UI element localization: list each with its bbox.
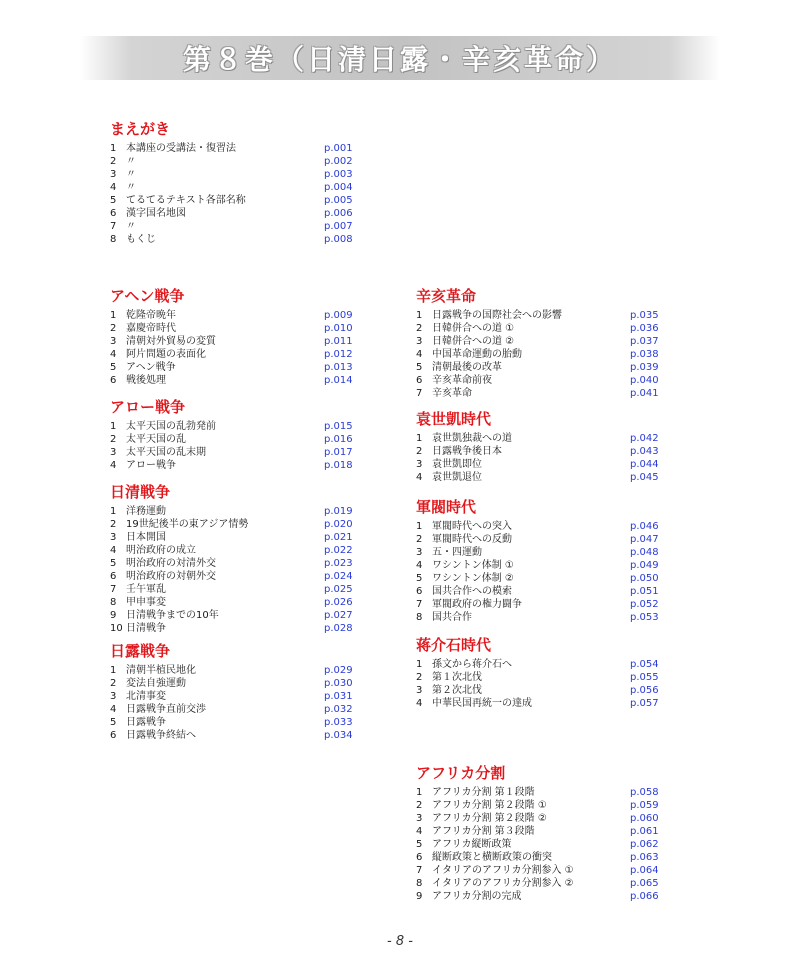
- entry-label: 中国革命運動の胎動: [432, 349, 522, 360]
- toc-entry[interactable]: [416, 546, 666, 559]
- entry-number: 4: [110, 545, 117, 556]
- toc-entry[interactable]: [416, 335, 666, 348]
- entry-label: 〃: [126, 221, 136, 232]
- section-title: アロー戦争: [110, 398, 186, 416]
- entry-label: ワシントン体制 ①: [432, 560, 514, 571]
- entry-number: 5: [110, 362, 117, 373]
- entry-page[interactable]: p.038: [630, 349, 659, 360]
- entry-page[interactable]: p.022: [324, 545, 353, 556]
- entry-number: 7: [110, 584, 117, 595]
- toc-entry[interactable]: [416, 786, 666, 799]
- entry-page[interactable]: p.035: [630, 310, 659, 321]
- entry-page[interactable]: p.033: [324, 717, 353, 728]
- entry-number: 4: [110, 704, 117, 715]
- entry-page[interactable]: p.007: [324, 221, 353, 232]
- entry-number: 4: [416, 826, 423, 837]
- toc-entry[interactable]: [110, 716, 360, 729]
- entry-number: 3: [110, 169, 117, 180]
- entry-number: 3: [416, 813, 423, 824]
- toc-entry[interactable]: [416, 387, 666, 400]
- toc-entry[interactable]: [110, 459, 360, 472]
- title-banner: [80, 36, 720, 80]
- entry-label: 辛亥革命: [432, 388, 472, 399]
- entry-number: 6: [110, 730, 117, 741]
- entry-page[interactable]: p.054: [630, 659, 659, 670]
- entry-label: 変法自強運動: [126, 678, 186, 689]
- entry-number: 8: [416, 612, 423, 623]
- section-title: 蒋介石時代: [416, 636, 492, 654]
- entry-page[interactable]: p.037: [630, 336, 659, 347]
- section-title: アフリカ分割: [416, 764, 506, 782]
- entry-page[interactable]: p.031: [324, 691, 353, 702]
- entry-label: 戦後処理: [126, 375, 166, 386]
- entry-page[interactable]: p.023: [324, 558, 353, 569]
- entry-label: 〃: [126, 169, 136, 180]
- entry-number: 2: [416, 800, 423, 811]
- toc-entry[interactable]: [416, 322, 666, 335]
- entry-page[interactable]: p.008: [324, 234, 353, 245]
- section-warlord-era: [416, 496, 666, 624]
- section-title: 日露戦争: [110, 642, 171, 660]
- entry-label: 明治政府の成立: [126, 545, 196, 556]
- entry-page[interactable]: p.009: [324, 310, 353, 321]
- entry-page[interactable]: p.017: [324, 447, 353, 458]
- toc-entry[interactable]: [110, 703, 360, 716]
- entry-label: アフリカ分割 第３段階: [432, 826, 535, 837]
- entry-number: 1: [110, 665, 117, 676]
- toc-entry[interactable]: [110, 155, 360, 168]
- entry-label: 北清事変: [126, 691, 166, 702]
- entry-page[interactable]: p.030: [324, 678, 353, 689]
- entry-label: 日韓併合への道 ②: [432, 336, 515, 347]
- entry-number: 2: [416, 672, 423, 683]
- entry-label: 日露戦争終結へ: [126, 730, 196, 741]
- entry-number: 2: [110, 434, 117, 445]
- entry-label: アフリカ分割の完成: [432, 891, 522, 902]
- entry-label: 日露戦争: [126, 717, 166, 728]
- entry-page[interactable]: p.025: [324, 584, 353, 595]
- entry-number: 5: [110, 558, 117, 569]
- entry-label: 甲申事変: [126, 597, 166, 608]
- toc-entry[interactable]: [416, 658, 666, 671]
- entry-label: 明治政府の対朝外交: [126, 571, 216, 582]
- entry-page[interactable]: p.059: [630, 800, 659, 811]
- toc-entry[interactable]: [110, 622, 360, 635]
- toc-entry[interactable]: [110, 677, 360, 690]
- toc-entry[interactable]: [416, 838, 666, 851]
- entry-label: 袁世凱即位: [432, 459, 482, 470]
- entry-number: 1: [110, 310, 117, 321]
- entry-number: 3: [416, 459, 423, 470]
- toc-entry[interactable]: [110, 361, 360, 374]
- entry-number: 4: [416, 560, 423, 571]
- entry-page[interactable]: p.034: [324, 730, 353, 741]
- entry-number: 4: [416, 698, 423, 709]
- entry-label: アフリカ分割 第１段階: [432, 787, 535, 798]
- toc-entry[interactable]: [416, 877, 666, 890]
- entry-page[interactable]: p.065: [630, 878, 659, 889]
- toc-entry[interactable]: [416, 697, 666, 710]
- entry-page[interactable]: p.047: [630, 534, 659, 545]
- entry-label: 清朝対外貿易の変質: [126, 336, 216, 347]
- toc-entry[interactable]: [110, 446, 360, 459]
- toc-entry[interactable]: [110, 220, 360, 233]
- entry-label: 日清戦争までの10年: [126, 610, 219, 621]
- entry-label: 軍閥時代への突入: [432, 521, 512, 532]
- entry-page[interactable]: p.055: [630, 672, 659, 683]
- toc-entry[interactable]: [110, 557, 360, 570]
- entry-label: 太平天国の乱勃発前: [126, 421, 216, 432]
- entry-page[interactable]: p.042: [630, 433, 659, 444]
- entry-label: 清朝最後の改革: [432, 362, 502, 373]
- toc-entry[interactable]: [416, 851, 666, 864]
- toc-entry[interactable]: [110, 233, 360, 246]
- toc-entry[interactable]: [416, 611, 666, 624]
- toc-entry[interactable]: [110, 433, 360, 446]
- entry-number: 3: [110, 532, 117, 543]
- entry-number: 8: [416, 878, 423, 889]
- entry-page[interactable]: p.028: [324, 623, 353, 634]
- entry-page[interactable]: p.061: [630, 826, 659, 837]
- toc-entry[interactable]: [416, 374, 666, 387]
- entry-label: 漢字国名地図: [126, 208, 186, 219]
- section-sino-japanese-war: [110, 481, 360, 635]
- entry-page[interactable]: p.043: [630, 446, 659, 457]
- section-ahen-war: [110, 285, 360, 387]
- entry-page[interactable]: p.006: [324, 208, 353, 219]
- entry-number: 3: [110, 691, 117, 702]
- toc-entry[interactable]: [416, 432, 666, 445]
- entry-number: 1: [416, 310, 423, 321]
- entry-label: もくじ: [126, 234, 156, 245]
- entry-number: 7: [416, 599, 423, 610]
- entry-page[interactable]: p.019: [324, 506, 353, 517]
- entry-number: 2: [416, 323, 423, 334]
- page-title: 第８巻（日清日露・辛亥革命）: [182, 43, 617, 76]
- entry-number: 9: [416, 891, 423, 902]
- entry-number: 1: [416, 521, 423, 532]
- toc-entry[interactable]: [416, 890, 666, 903]
- entry-number: 5: [110, 717, 117, 728]
- entry-label: 太平天国の乱: [126, 434, 186, 445]
- entry-label: 壬午軍乱: [126, 584, 166, 595]
- entry-number: 4: [416, 349, 423, 360]
- entry-label: 日本開国: [126, 532, 166, 543]
- entry-number: 7: [416, 865, 423, 876]
- entry-label: 〃: [126, 182, 136, 193]
- entry-number: 6: [416, 586, 423, 597]
- entry-number: 6: [110, 375, 117, 386]
- section-partition-of-africa: [416, 762, 666, 903]
- entry-number: 7: [110, 221, 117, 232]
- toc-entry[interactable]: [416, 684, 666, 697]
- entry-page[interactable]: p.041: [630, 388, 659, 399]
- entry-page[interactable]: p.057: [630, 698, 659, 709]
- toc-entry[interactable]: [110, 142, 360, 155]
- entry-number: 3: [416, 547, 423, 558]
- entry-label: 太平天国の乱末期: [126, 447, 206, 458]
- entry-page[interactable]: p.063: [630, 852, 659, 863]
- toc-entry[interactable]: [110, 729, 360, 742]
- entry-label: 袁世凱退位: [432, 472, 482, 483]
- entry-page[interactable]: p.032: [324, 704, 353, 715]
- entry-label: てるてるテキスト各部名称: [126, 195, 246, 206]
- entry-page[interactable]: p.051: [630, 586, 659, 597]
- entry-page[interactable]: p.018: [324, 460, 353, 471]
- section-xinhai-revolution: [416, 285, 666, 400]
- entry-number: 3: [110, 336, 117, 347]
- entry-page[interactable]: p.027: [324, 610, 353, 621]
- entry-number: 6: [110, 571, 117, 582]
- entry-number: 1: [416, 787, 423, 798]
- entry-label: 19世紀後半の東アジア情勢: [126, 519, 249, 530]
- entry-page[interactable]: p.026: [324, 597, 353, 608]
- toc-entry[interactable]: [110, 531, 360, 544]
- entry-number: 1: [110, 421, 117, 432]
- entry-number: 4: [110, 460, 117, 471]
- entry-number: 4: [110, 349, 117, 360]
- entry-page[interactable]: p.012: [324, 349, 353, 360]
- toc-entry[interactable]: [110, 168, 360, 181]
- toc-entry[interactable]: [416, 812, 666, 825]
- entry-label: アフリカ縦断政策: [432, 839, 512, 850]
- entry-page[interactable]: p.056: [630, 685, 659, 696]
- entry-label: イタリアのアフリカ分割参入 ①: [432, 865, 574, 876]
- section-russo-japanese-war: [110, 640, 360, 742]
- entry-page[interactable]: p.048: [630, 547, 659, 558]
- entry-number: 4: [416, 472, 423, 483]
- entry-label: 日露戦争後日本: [432, 446, 502, 457]
- entry-label: 袁世凱独裁への道: [432, 433, 512, 444]
- entry-label: 明治政府の対清外交: [126, 558, 216, 569]
- toc-entry[interactable]: [110, 207, 360, 220]
- entry-label: 孫文から蒋介石へ: [432, 659, 512, 670]
- toc-entry[interactable]: [416, 864, 666, 877]
- entry-label: 乾隆帝晩年: [126, 310, 176, 321]
- entry-number: 2: [416, 534, 423, 545]
- entry-page[interactable]: p.020: [324, 519, 353, 530]
- entry-label: 軍閥時代への反動: [432, 534, 512, 545]
- entry-number: 1: [416, 433, 423, 444]
- entry-label: アフリカ分割 第２段階 ①: [432, 800, 547, 811]
- section-title: 袁世凱時代: [416, 410, 492, 428]
- toc-entry[interactable]: [110, 181, 360, 194]
- entry-label: 中華民国再統一の達成: [432, 698, 532, 709]
- entry-number: 5: [110, 195, 117, 206]
- entry-page[interactable]: p.013: [324, 362, 353, 373]
- entry-page[interactable]: p.010: [324, 323, 353, 334]
- entry-page[interactable]: p.001: [324, 143, 353, 154]
- toc-entry[interactable]: [416, 520, 666, 533]
- entry-page[interactable]: p.036: [630, 323, 659, 334]
- entry-page[interactable]: p.014: [324, 375, 353, 386]
- entry-page[interactable]: p.066: [630, 891, 659, 902]
- entry-number: 8: [110, 234, 117, 245]
- entry-number: 1: [416, 659, 423, 670]
- entry-number: 2: [110, 678, 117, 689]
- entry-page[interactable]: p.052: [630, 599, 659, 610]
- toc-entry[interactable]: [110, 309, 360, 322]
- toc-entry[interactable]: [416, 471, 666, 484]
- entry-number: 5: [416, 839, 423, 850]
- entry-number: 5: [416, 362, 423, 373]
- entry-number: 3: [110, 447, 117, 458]
- page-number: - 8 -: [387, 934, 413, 949]
- toc-entry[interactable]: [416, 309, 666, 322]
- entry-label: 洋務運動: [126, 506, 166, 517]
- entry-number: 6: [110, 208, 117, 219]
- toc-entry[interactable]: [110, 583, 360, 596]
- entry-label: 軍閥政府の権力闘争: [432, 599, 522, 610]
- entry-page[interactable]: p.049: [630, 560, 659, 571]
- entry-page[interactable]: p.015: [324, 421, 353, 432]
- section-arrow-war: [110, 396, 360, 472]
- entry-label: 国共合作への模索: [432, 586, 512, 597]
- entry-number: 4: [110, 182, 117, 193]
- toc-entry[interactable]: [416, 559, 666, 572]
- entry-number: 1: [110, 143, 117, 154]
- entry-page[interactable]: p.002: [324, 156, 353, 167]
- entry-number: 7: [416, 388, 423, 399]
- entry-number: 6: [416, 375, 423, 386]
- entry-number: 3: [416, 336, 423, 347]
- entry-label: アロー戦争: [126, 460, 176, 471]
- section-yuan-shikai-era: [416, 408, 666, 484]
- entry-label: 第２次北伐: [432, 685, 482, 696]
- entry-label: 日清戦争: [126, 623, 166, 634]
- section-title: アヘン戦争: [110, 287, 185, 305]
- toc-entry[interactable]: [416, 572, 666, 585]
- toc-entry[interactable]: [110, 194, 360, 207]
- toc-entry[interactable]: [416, 361, 666, 374]
- entry-page[interactable]: p.029: [324, 665, 353, 676]
- toc-entry[interactable]: [416, 825, 666, 838]
- toc-entry[interactable]: [416, 585, 666, 598]
- entry-page[interactable]: p.011: [324, 336, 353, 347]
- entry-page[interactable]: p.039: [630, 362, 659, 373]
- entry-number: 6: [416, 852, 423, 863]
- entry-number: 5: [416, 573, 423, 584]
- toc-entry[interactable]: [416, 671, 666, 684]
- entry-page[interactable]: p.058: [630, 787, 659, 798]
- toc-entry[interactable]: [110, 518, 360, 531]
- toc-entry[interactable]: [110, 664, 360, 677]
- entry-number: 2: [110, 519, 117, 530]
- toc-entry[interactable]: [110, 335, 360, 348]
- entry-label: 阿片問題の表面化: [126, 349, 206, 360]
- entry-page[interactable]: p.050: [630, 573, 659, 584]
- entry-label: アヘン戦争: [126, 362, 176, 373]
- section-title: 軍閥時代: [416, 498, 477, 516]
- entry-page[interactable]: p.016: [324, 434, 353, 445]
- section-maegaki: [110, 118, 360, 246]
- entry-page[interactable]: p.003: [324, 169, 353, 180]
- toc-entry[interactable]: [110, 505, 360, 518]
- toc-entry[interactable]: [110, 348, 360, 361]
- entry-page[interactable]: p.044: [630, 459, 659, 470]
- entry-label: イタリアのアフリカ分割参入 ②: [432, 878, 574, 889]
- entry-number: 2: [110, 323, 117, 334]
- entry-label: 国共合作: [432, 612, 472, 623]
- entry-label: 縦断政策と横断政策の衝突: [432, 852, 552, 863]
- entry-page[interactable]: p.062: [630, 839, 659, 850]
- entry-number: 1: [110, 506, 117, 517]
- toc-entry[interactable]: [416, 445, 666, 458]
- entry-label: 嘉慶帝時代: [126, 323, 176, 334]
- entry-label: アフリカ分割 第２段階 ②: [432, 813, 547, 824]
- section-title: 日清戦争: [110, 483, 171, 501]
- entry-page[interactable]: p.046: [630, 521, 659, 532]
- section-title: 辛亥革命: [416, 287, 477, 305]
- entry-label: 五・四運動: [432, 547, 482, 558]
- toc-entry[interactable]: [110, 544, 360, 557]
- section-title: まえがき: [110, 120, 171, 138]
- entry-page[interactable]: p.021: [324, 532, 353, 543]
- entry-label: ワシントン体制 ②: [432, 573, 514, 584]
- toc-entry[interactable]: [110, 570, 360, 583]
- entry-label: 辛亥革命前夜: [432, 375, 492, 386]
- entry-label: 第１次北伐: [432, 672, 482, 683]
- entry-label: 日韓併合への道 ①: [432, 323, 515, 334]
- entry-page[interactable]: p.053: [630, 612, 659, 623]
- toc-entry[interactable]: [110, 322, 360, 335]
- entry-number: 10: [110, 623, 123, 634]
- toc-entry[interactable]: [416, 533, 666, 546]
- section-chiang-kai-shek-era: [416, 634, 666, 710]
- entry-number: 3: [416, 685, 423, 696]
- toc-entry[interactable]: [416, 799, 666, 812]
- entry-page[interactable]: p.045: [630, 472, 659, 483]
- toc-entry[interactable]: [416, 598, 666, 611]
- toc-entry[interactable]: [110, 690, 360, 703]
- toc-entry[interactable]: [110, 374, 360, 387]
- entry-label: 日露戦争の国際社会への影響: [432, 310, 562, 321]
- entry-number: 9: [110, 610, 117, 621]
- entry-page[interactable]: p.064: [630, 865, 659, 876]
- entry-label: 〃: [126, 156, 136, 167]
- toc-entry[interactable]: [110, 609, 360, 622]
- entry-page[interactable]: p.060: [630, 813, 659, 824]
- entry-label: 日露戦争直前交渉: [126, 704, 206, 715]
- entry-page[interactable]: p.004: [324, 182, 353, 193]
- entry-number: 2: [416, 446, 423, 457]
- toc-entry[interactable]: [110, 596, 360, 609]
- entry-number: 8: [110, 597, 117, 608]
- entry-label: 清朝半植民地化: [126, 665, 196, 676]
- toc-entry[interactable]: [416, 458, 666, 471]
- entry-page[interactable]: p.024: [324, 571, 353, 582]
- entry-label: 本講座の受講法・復習法: [126, 143, 236, 154]
- entry-page[interactable]: p.040: [630, 375, 659, 386]
- entry-number: 2: [110, 156, 117, 167]
- entry-page[interactable]: p.005: [324, 195, 353, 206]
- toc-entry[interactable]: [110, 420, 360, 433]
- toc-entry[interactable]: [416, 348, 666, 361]
